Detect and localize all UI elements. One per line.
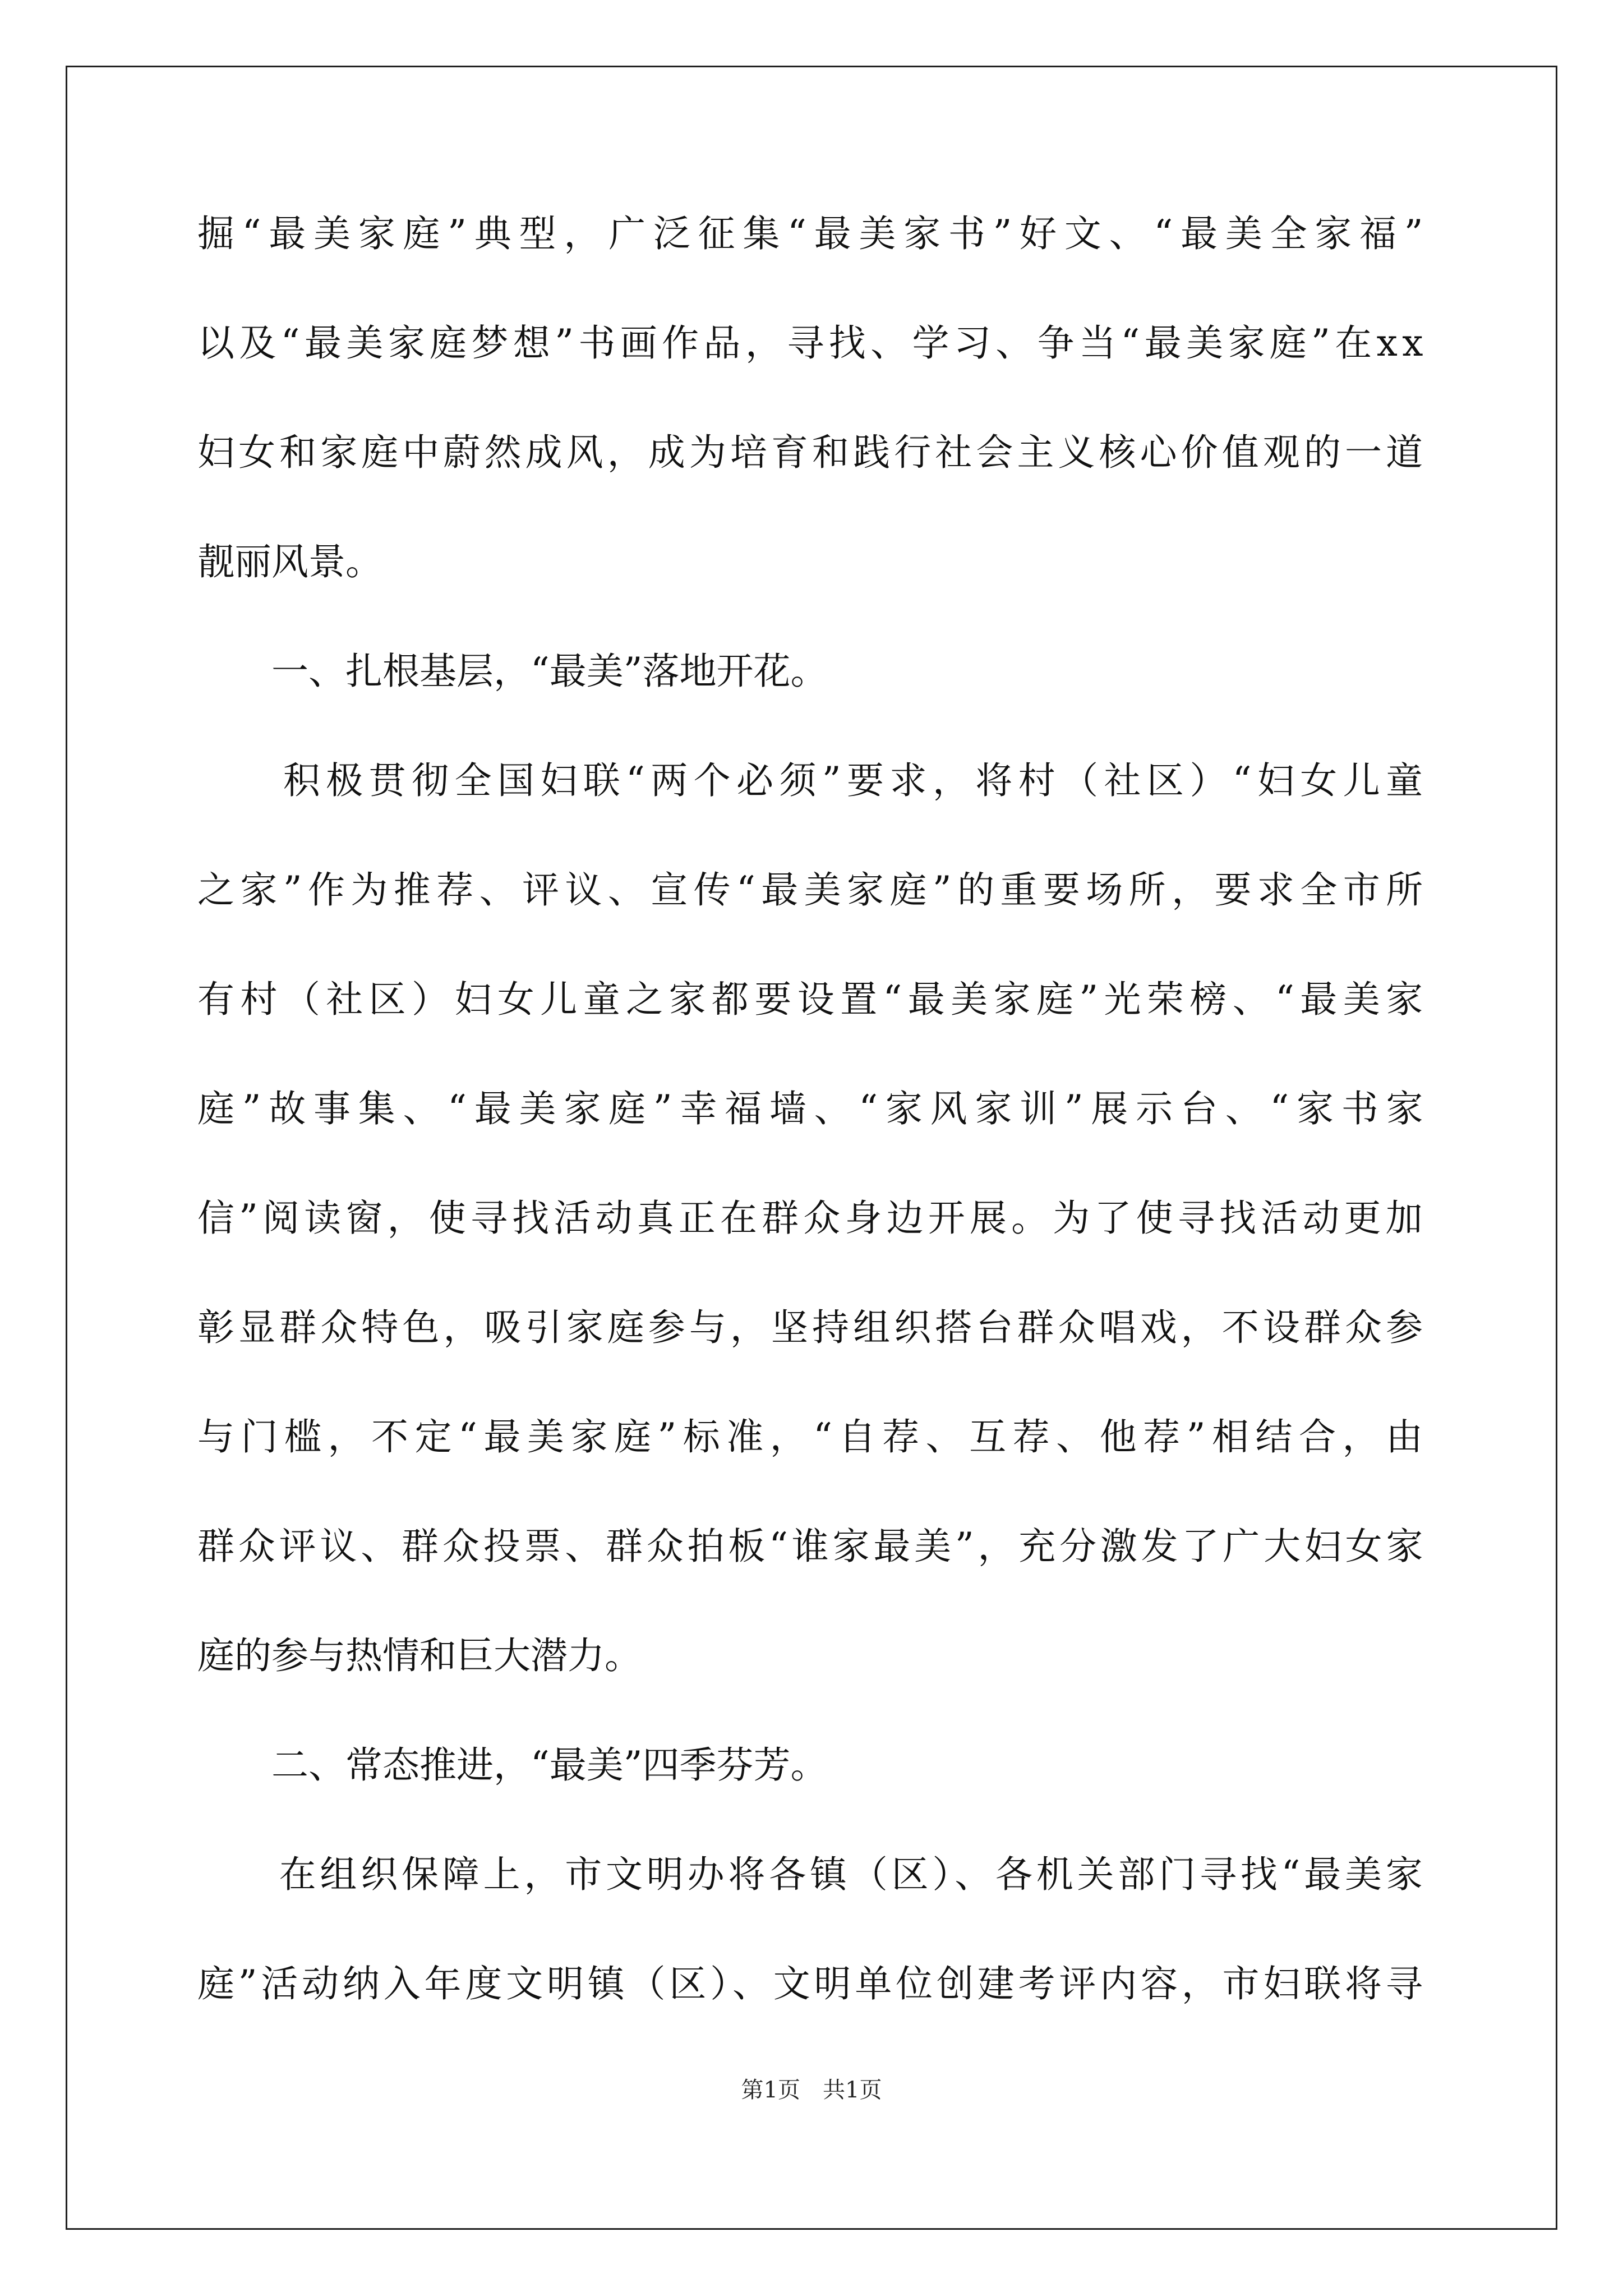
body-line-2: 以及“最美家庭梦想”书画作品，寻找、学习、争当“最美家庭”在xx [197, 321, 1428, 365]
body-line-3: 妇女和家庭中蔚然成风，成为培育和践行社会主义核心价值观的一道 [197, 431, 1427, 474]
body-line-11: 彰显群众特色，吸引家庭参与，坚持组织搭台群众唱戏，不设群众参 [197, 1306, 1427, 1349]
body-line-12: 与门槛，不定“最美家庭”标准，“自荐、互荐、他荐”相结合，由 [197, 1415, 1430, 1458]
body-line-8: 有村（社区）妇女儿童之家都要设置“最美家庭”光荣榜、“最美家 [197, 978, 1429, 1021]
page-border [66, 66, 1557, 2230]
body-line-10: 信”阅读窗，使寻找活动真正在群众身边开展。为了使寻找活动更加 [197, 1197, 1427, 1240]
body-line-13: 群众评议、群众投票、群众拍板“谁家最美”，充分激发了广大妇女家 [197, 1525, 1427, 1568]
body-line-1: 掘“最美家庭”典型，广泛征集“最美家书”好文、“最美全家福” [197, 212, 1431, 255]
body-line-6: 积极贯彻全国妇联“两个必须”要求，将村（社区）“妇女儿童 [197, 759, 1429, 802]
body-line-16: 在组织保障上，市文明办将各镇（区）、各机关部门寻找“最美家 [197, 1853, 1427, 1896]
body-line-9: 庭”故事集、“最美家庭”幸福墙、“家风家训”展示台、“家书家 [197, 1087, 1431, 1130]
body-line-14: 庭的参与热情和巨大潜力。 [197, 1634, 642, 1677]
body-line-7: 之家”作为推荐、评议、宣传“最美家庭”的重要场所，要求全市所 [197, 868, 1429, 912]
body-line-4: 靓丽风景。 [197, 540, 382, 583]
section-heading-2: 二、常态推进，“最美”四季芬芳。 [197, 1743, 828, 1787]
section-heading-1: 一、扎根基层，“最美”落地开花。 [197, 650, 828, 693]
body-line-17: 庭”活动纳入年度文明镇（区）、文明单位创建考评内容，市妇联将寻 [197, 1962, 1427, 2005]
page-footer: 第1页 共1页 [741, 2077, 882, 2103]
